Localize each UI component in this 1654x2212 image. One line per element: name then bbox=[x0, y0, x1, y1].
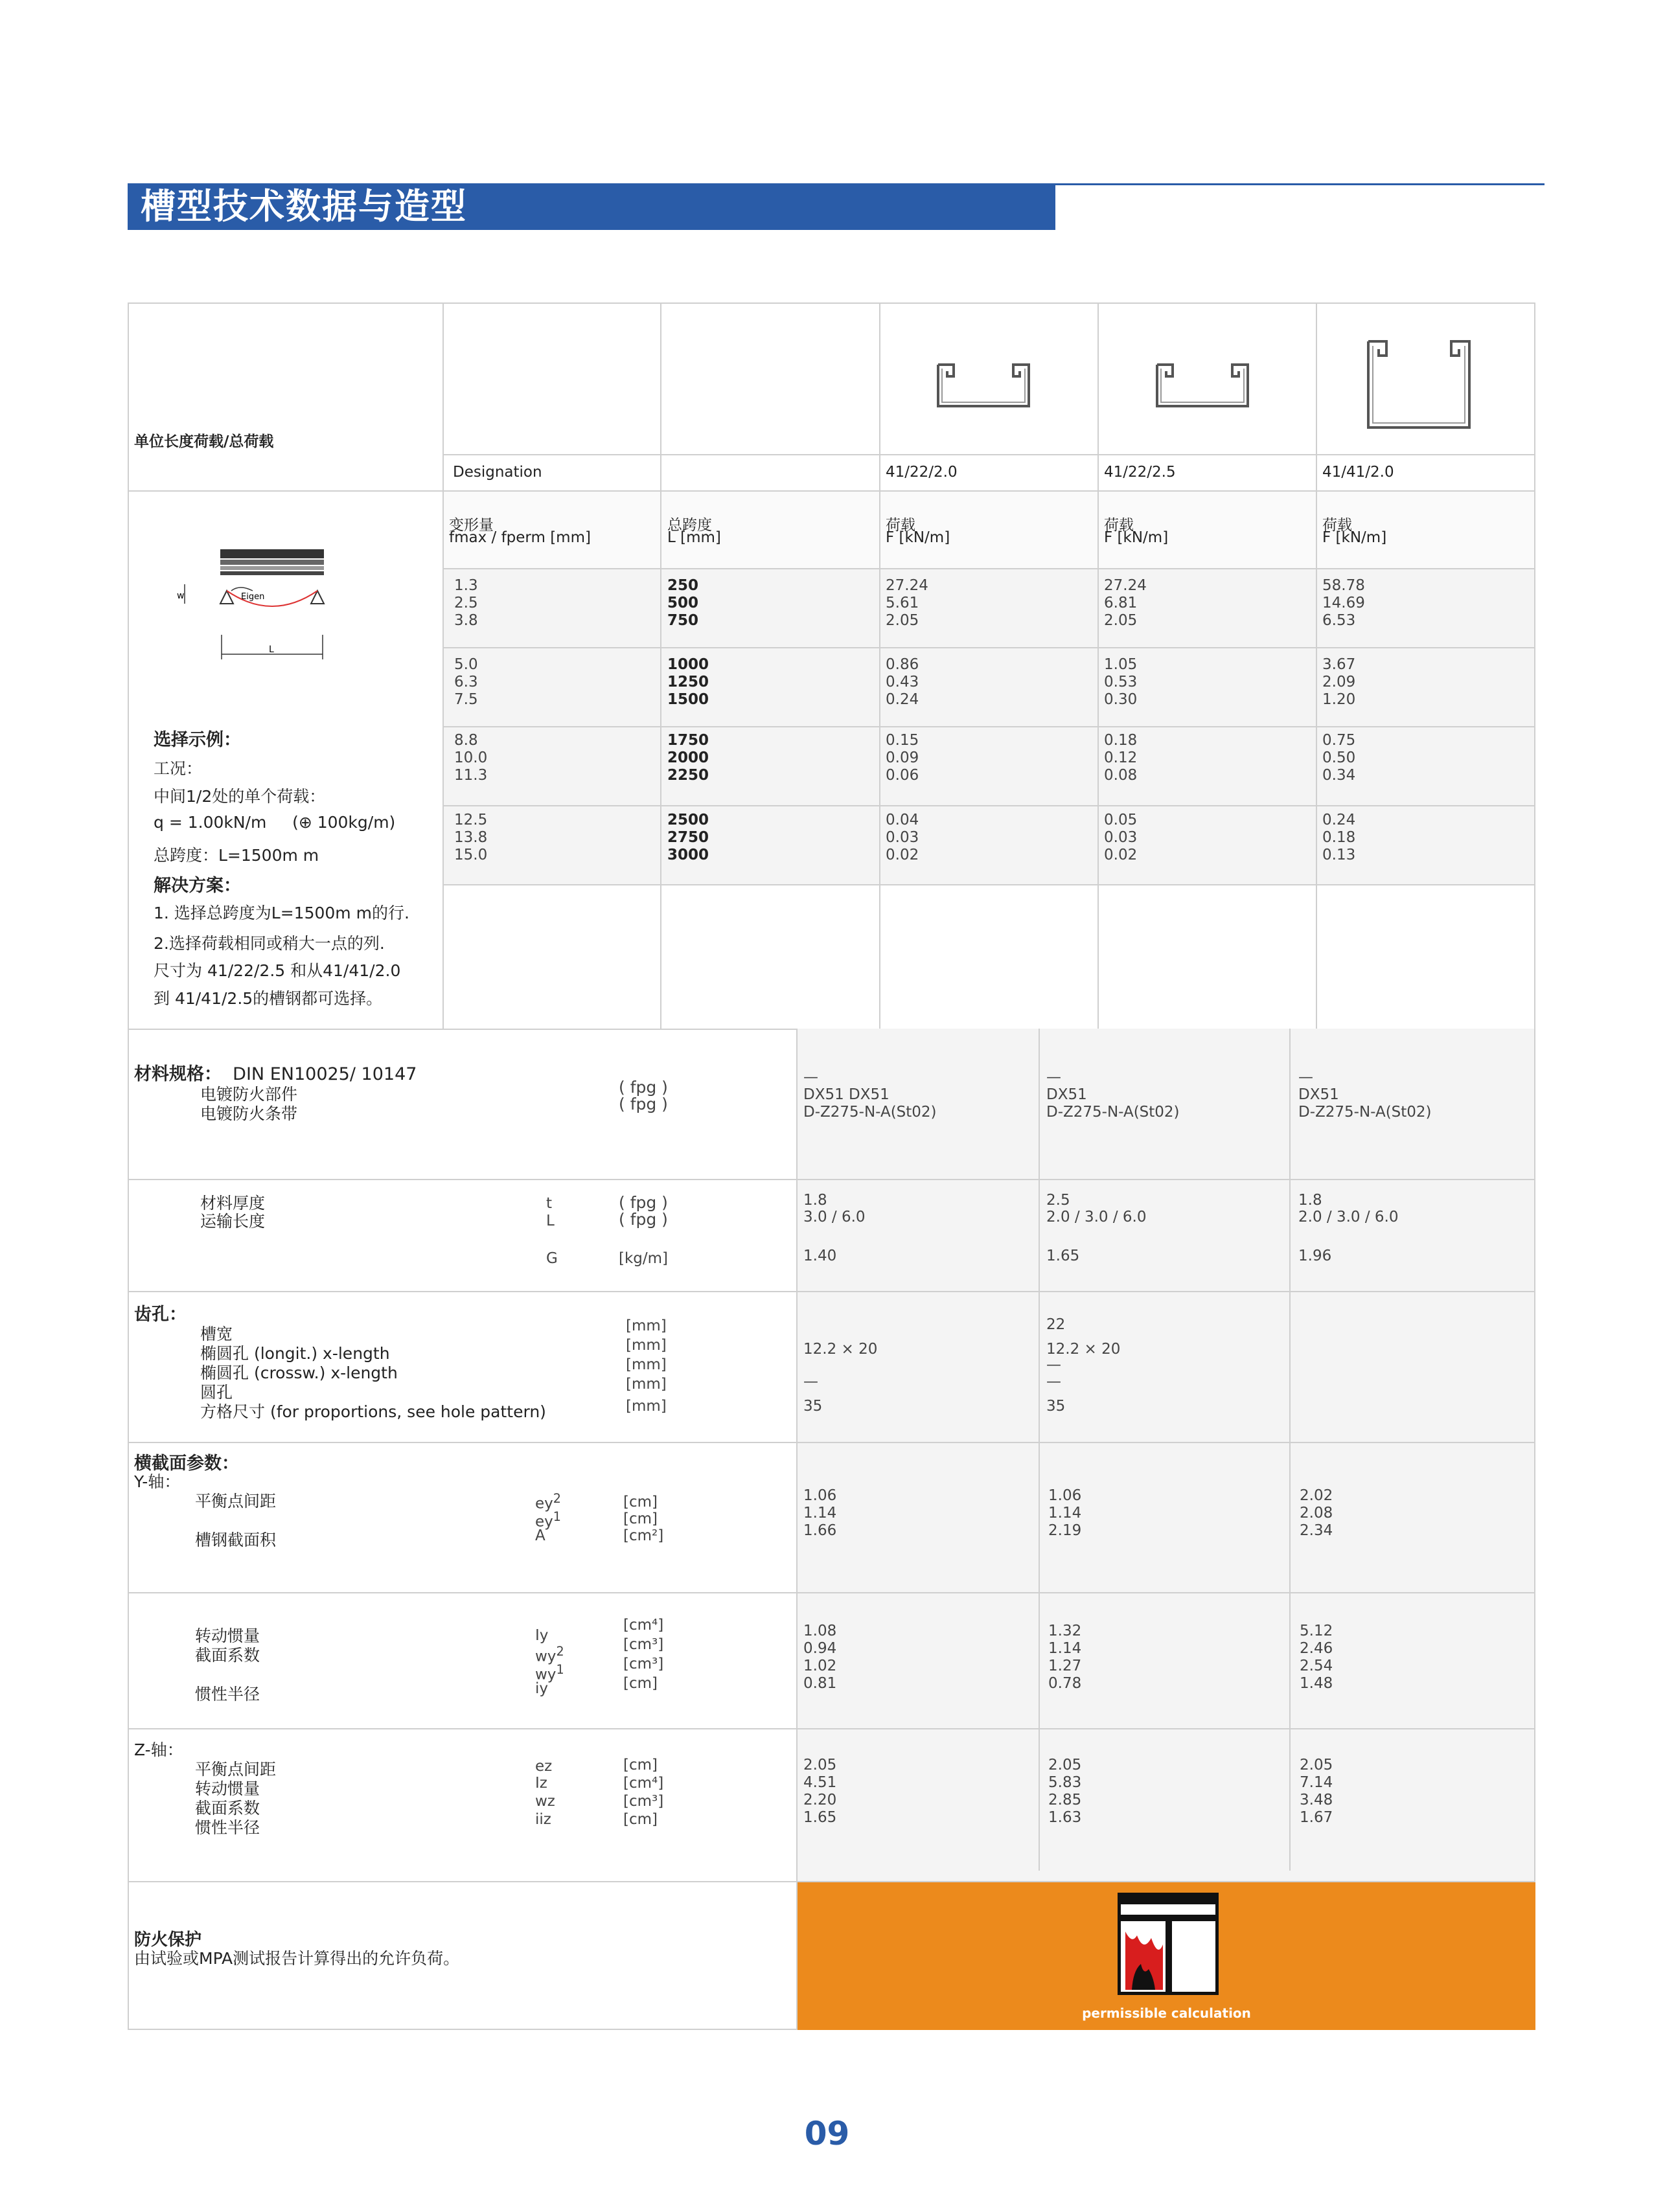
load-value: 6.81 bbox=[1104, 595, 1138, 611]
load-value: 0.02 bbox=[1104, 847, 1138, 863]
span-value: 750 bbox=[667, 612, 699, 629]
load-value: 2.05 bbox=[886, 612, 919, 629]
span-value: 3000 bbox=[667, 847, 709, 863]
load-value: 14.69 bbox=[1322, 595, 1365, 611]
section-heading: 横截面参数： bbox=[134, 1454, 239, 1474]
load-value: 0.34 bbox=[1322, 767, 1356, 784]
span-value: 2500 bbox=[667, 812, 709, 828]
span-value: 1500 bbox=[667, 691, 709, 708]
deflection-value: 13.8 bbox=[454, 829, 488, 846]
span-value: 1250 bbox=[667, 674, 709, 690]
load-value: 0.03 bbox=[886, 829, 919, 846]
load-value: 6.53 bbox=[1322, 612, 1356, 629]
material-spec: D-Z275-N-A(St02) bbox=[1046, 1104, 1180, 1121]
load-value: 0.50 bbox=[1322, 749, 1356, 766]
material-standard: DIN EN10025/ 10147 bbox=[233, 1064, 417, 1084]
load-value: 0.13 bbox=[1322, 847, 1356, 863]
load-value: 0.06 bbox=[886, 767, 919, 784]
load-value: 58.78 bbox=[1322, 577, 1365, 594]
load-value: 0.09 bbox=[886, 749, 919, 766]
example-heading: 选择示例： bbox=[154, 730, 241, 750]
span-value: 2250 bbox=[667, 767, 709, 784]
profile-41-41-icon bbox=[1361, 334, 1477, 434]
span-header-cn: 总跨度 bbox=[667, 517, 712, 534]
load-header: F [kN/m] bbox=[1322, 529, 1387, 546]
deflection-value: 5.0 bbox=[454, 656, 478, 673]
load-table-caption: 单位长度荷载/总荷载 bbox=[134, 433, 274, 450]
load-header: F [kN/m] bbox=[1104, 529, 1169, 546]
deflection-value: 15.0 bbox=[454, 847, 488, 863]
diagram-eigen-label: Eigen bbox=[241, 592, 265, 602]
unit-label: [kg/m] bbox=[619, 1250, 669, 1267]
load-value: 0.08 bbox=[1104, 767, 1138, 784]
load-value: 0.75 bbox=[1322, 732, 1356, 749]
diagram-w-label: w bbox=[177, 591, 185, 601]
example-line: 工况： bbox=[154, 759, 203, 778]
page-title: 槽型技术数据与造型 bbox=[141, 186, 467, 227]
load-value: 0.02 bbox=[886, 847, 919, 863]
load-value: 0.24 bbox=[1322, 812, 1356, 828]
thickness-row: 材料厚度 bbox=[200, 1194, 266, 1213]
designation-3: 41/41/2.0 bbox=[1322, 464, 1394, 481]
solution-line: 到 41/41/2.5的槽钢都可选择。 bbox=[154, 989, 383, 1008]
diagram-L-label: L bbox=[269, 644, 274, 655]
solution-line: 1. 选择总跨度为L=1500m m的行. bbox=[154, 904, 409, 922]
deflection-value: 12.5 bbox=[454, 812, 488, 828]
unit-label: ( fpg ) bbox=[619, 1078, 668, 1097]
load-value: 0.18 bbox=[1322, 829, 1356, 846]
designation-label: Designation bbox=[453, 464, 542, 481]
unit-label: ( fpg ) bbox=[619, 1193, 668, 1212]
thickness-row: 运输长度 bbox=[200, 1212, 266, 1231]
fire-heading: 防火保护 bbox=[134, 1930, 202, 1950]
span-value: 1000 bbox=[667, 656, 709, 673]
span-value: 1750 bbox=[667, 732, 709, 749]
deflection-value: 11.3 bbox=[454, 767, 488, 784]
load-value: 0.43 bbox=[886, 674, 919, 690]
load-value: 0.15 bbox=[886, 732, 919, 749]
load-value: 27.24 bbox=[1104, 577, 1147, 594]
deflection-value: 7.5 bbox=[454, 691, 478, 708]
material-spec: D-Z275-N-A(St02) bbox=[803, 1104, 937, 1121]
beam-load-diagram bbox=[172, 544, 385, 667]
load-value: 0.03 bbox=[1104, 829, 1138, 846]
material-spec: D-Z275-N-A(St02) bbox=[1298, 1104, 1432, 1121]
fire-badge-caption: permissible calculation bbox=[1082, 2005, 1251, 2021]
solution-line: 尺寸为 41/22/2.5 和从41/41/2.0 bbox=[154, 961, 401, 980]
span-value: 2750 bbox=[667, 829, 709, 846]
load-value: 0.53 bbox=[1104, 674, 1138, 690]
span-header: L [mm] bbox=[667, 529, 721, 546]
load-header-cn: 荷载 bbox=[886, 517, 915, 534]
fire-protection-icon bbox=[1118, 1893, 1219, 1995]
example-line: 中间1/2处的单个荷载： bbox=[154, 787, 326, 806]
material-heading: 材料规格： bbox=[134, 1064, 222, 1084]
load-value: 2.09 bbox=[1322, 674, 1356, 690]
span-value: 250 bbox=[667, 577, 699, 594]
designation-1: 41/22/2.0 bbox=[886, 464, 958, 481]
load-value: 2.05 bbox=[1104, 612, 1138, 629]
load-value: 27.24 bbox=[886, 577, 928, 594]
z-axis-label: Z-轴： bbox=[134, 1740, 183, 1759]
fire-description: 由试验或MPA测试报告计算得出的允许负荷。 bbox=[134, 1949, 460, 1968]
unit-label: ( fpg ) bbox=[619, 1210, 668, 1229]
load-value: 0.30 bbox=[1104, 691, 1138, 708]
deflection-header-cn: 变形量 bbox=[449, 517, 494, 534]
title-rule bbox=[1055, 183, 1545, 185]
load-value: 0.24 bbox=[886, 691, 919, 708]
load-value: 0.04 bbox=[886, 812, 919, 828]
deflection-value: 3.8 bbox=[454, 612, 478, 629]
example-line: q = 1.00kN/m (⊕ 100kg/m) bbox=[154, 813, 396, 832]
load-value: 0.05 bbox=[1104, 812, 1138, 828]
deflection-value: 2.5 bbox=[454, 595, 478, 611]
load-header-cn: 荷载 bbox=[1104, 517, 1134, 534]
page-number: 09 bbox=[804, 2115, 850, 2152]
solution-line: 2.选择荷载相同或稍大一点的列. bbox=[154, 934, 385, 953]
profile-41-22-icon bbox=[1152, 353, 1256, 411]
load-value: 0.12 bbox=[1104, 749, 1138, 766]
material-row: 电镀防火部件 bbox=[200, 1085, 298, 1104]
load-value: 0.86 bbox=[886, 656, 919, 673]
deflection-value: 6.3 bbox=[454, 674, 478, 690]
load-value: 5.61 bbox=[886, 595, 919, 611]
solution-heading: 解决方案： bbox=[154, 876, 241, 896]
designation-2: 41/22/2.5 bbox=[1104, 464, 1176, 481]
y-axis-label: Y-轴： bbox=[134, 1472, 181, 1491]
material-grade: DX51 bbox=[1298, 1086, 1339, 1103]
deflection-header: fmax / fperm [mm] bbox=[449, 529, 591, 546]
holes-heading: 齿孔： bbox=[134, 1305, 187, 1325]
example-line: 总跨度：L=1500m m bbox=[154, 846, 319, 865]
load-value: 1.20 bbox=[1322, 691, 1356, 708]
deflection-value: 1.3 bbox=[454, 577, 478, 594]
profile-41-22-icon bbox=[933, 353, 1037, 411]
load-value: 1.05 bbox=[1104, 656, 1138, 673]
material-grade: DX51 bbox=[1046, 1086, 1087, 1103]
load-value: 3.67 bbox=[1322, 656, 1356, 673]
deflection-value: 10.0 bbox=[454, 749, 488, 766]
load-header: F [kN/m] bbox=[886, 529, 950, 546]
deflection-value: 8.8 bbox=[454, 732, 478, 749]
material-row: 电镀防火条带 bbox=[200, 1104, 298, 1123]
unit-label: ( fpg ) bbox=[619, 1095, 668, 1113]
load-header-cn: 荷载 bbox=[1322, 517, 1352, 534]
load-value: 0.18 bbox=[1104, 732, 1138, 749]
span-value: 2000 bbox=[667, 749, 709, 766]
fire-badge-panel bbox=[798, 1882, 1535, 2030]
span-value: 500 bbox=[667, 595, 699, 611]
material-grade: DX51 DX51 bbox=[803, 1086, 890, 1103]
title-bar bbox=[128, 183, 1055, 230]
